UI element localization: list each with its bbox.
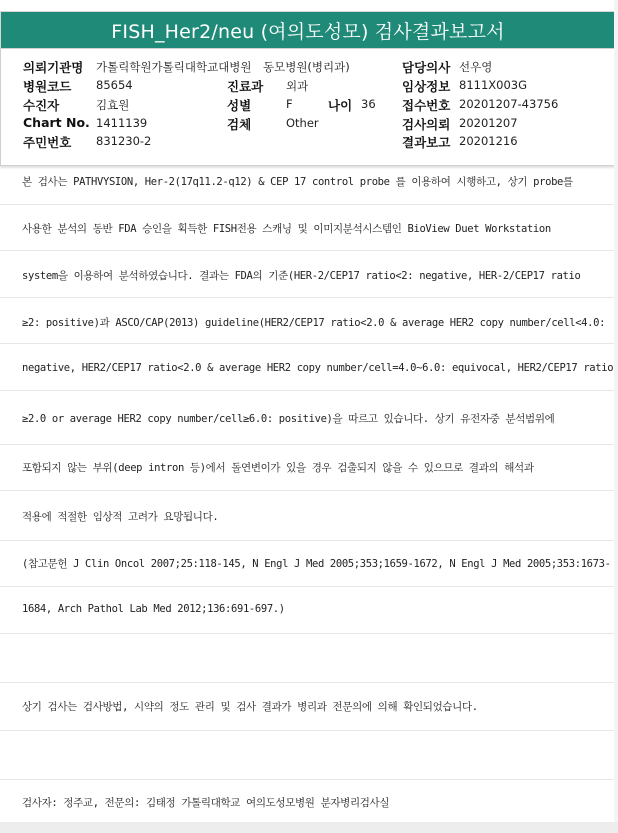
row-divider [0,343,614,344]
patient-value: 김효원 [96,98,130,112]
row-divider [0,730,614,731]
bottom-strip [0,822,618,833]
result-text-line: 본 검사는 PATHVYSION, Her-2(17q11.2-q12) & CEP 17 control probe 를 이용하여 시행하고, 상기 probe를 [22,176,573,188]
clinical-info-label: 임상정보 [402,79,451,94]
row-divider [0,490,614,491]
row-divider [0,250,614,251]
row-divider [0,682,614,683]
request-date-label: 검사의뢰 [402,117,451,132]
reference-line: 1684, Arch Pathol Lab Med 2012;136:691-697.) [22,603,285,615]
chart-no-value: 1411139 [96,116,148,130]
row-divider [0,779,614,780]
specimen-value: Other [286,116,319,130]
receipt-no-value: 20201207-43756 [459,97,559,111]
row-divider [0,390,614,391]
result-text-line: 적용에 적절한 임상적 고려가 요망됩니다. [22,511,219,523]
institution-value: 가톨릭학원가톨릭대학교대병원 [96,60,252,74]
result-text-line: negative, HER2/CEP17 ratio<2.0 & average HER2 copy number/cell=4.0~6.0: equivocal, HER2/CEP17 ratio [22,362,614,374]
report-title: FISH_Her2/neu (여의도성모) 검사결과보고서 [0,11,616,49]
department-value: 외과 [286,79,309,93]
age-value: 36 [361,97,376,111]
resident-no-label: 주민번호 [23,135,72,150]
clinical-info-value: 8111X003G [459,78,528,92]
row-divider [0,586,614,587]
examiner-line: 검사자: 정주교, 전문의: 김태정 가톨릭대학교 여의도성모병원 분자병리검사실 [22,797,390,809]
row-divider [0,633,614,634]
department-label: 진료과 [227,79,264,94]
institution-label: 의뢰기관명 [23,60,84,75]
report-date-value: 20201216 [459,134,518,148]
physician-value: 선우영 [459,60,493,74]
age-label: 나이 [328,98,353,113]
row-divider [0,444,614,445]
chart-no-label: Chart No. [23,115,90,130]
confirmation-line: 상기 검사는 검사방법, 시약의 정도 관리 및 검사 결과가 병리과 전문의에 의해 확인되었습니다. [22,701,478,713]
scrollbar-track [614,0,618,822]
hospital-code-value: 85654 [96,78,133,92]
sex-label: 성별 [227,98,252,113]
patient-label: 수진자 [23,98,60,113]
request-date-value: 20201207 [459,116,518,130]
specimen-label: 검체 [227,117,252,132]
institution-value-cont: 동모병원(병리과) [263,60,350,74]
row-divider [0,204,614,205]
hospital-code-label: 병원코드 [23,79,72,94]
result-text-line: system을 이용하여 분석하였습니다. 결과는 FDA의 기준(HER-2/CEP17 ratio<2: negative, HER-2/CEP17 ratio [22,270,581,282]
physician-label: 담당의사 [402,60,451,75]
row-divider [0,297,614,298]
sex-value: F [286,97,293,111]
patient-info-panel [0,48,616,166]
result-text-line: 포함되지 않는 부위(deep intron 등)에서 돌연변이가 있을 경우 검출되지 않을 수 있으므로 결과의 해석과 [22,462,534,474]
reference-line: (참고문헌 J Clin Oncol 2007;25:118-145, N Engl J Med 2005;353;1659-1672, N Engl J Med 2005;353:1673- [22,558,611,570]
row-divider [0,540,614,541]
receipt-no-label: 접수번호 [402,98,451,113]
result-text-line: ≥2: positive)과 ASCO/CAP(2013) guideline(HER2/CEP17 ratio<2.0 & average HER2 copy number/cell<4.0: [22,317,606,329]
result-text-line: 사용한 분석의 동반 FDA 승인을 획득한 FISH전용 스캐닝 및 이미지분석시스템인 BioView Duet Workstation [22,223,551,235]
resident-no-value: 831230-2 [96,134,152,148]
result-text-line: ≥2.0 or average HER2 copy number/cell≥6.0: positive)을 따르고 있습니다. 상기 유전자중 분석범위에 [22,413,555,425]
report-date-label: 결과보고 [402,135,451,150]
